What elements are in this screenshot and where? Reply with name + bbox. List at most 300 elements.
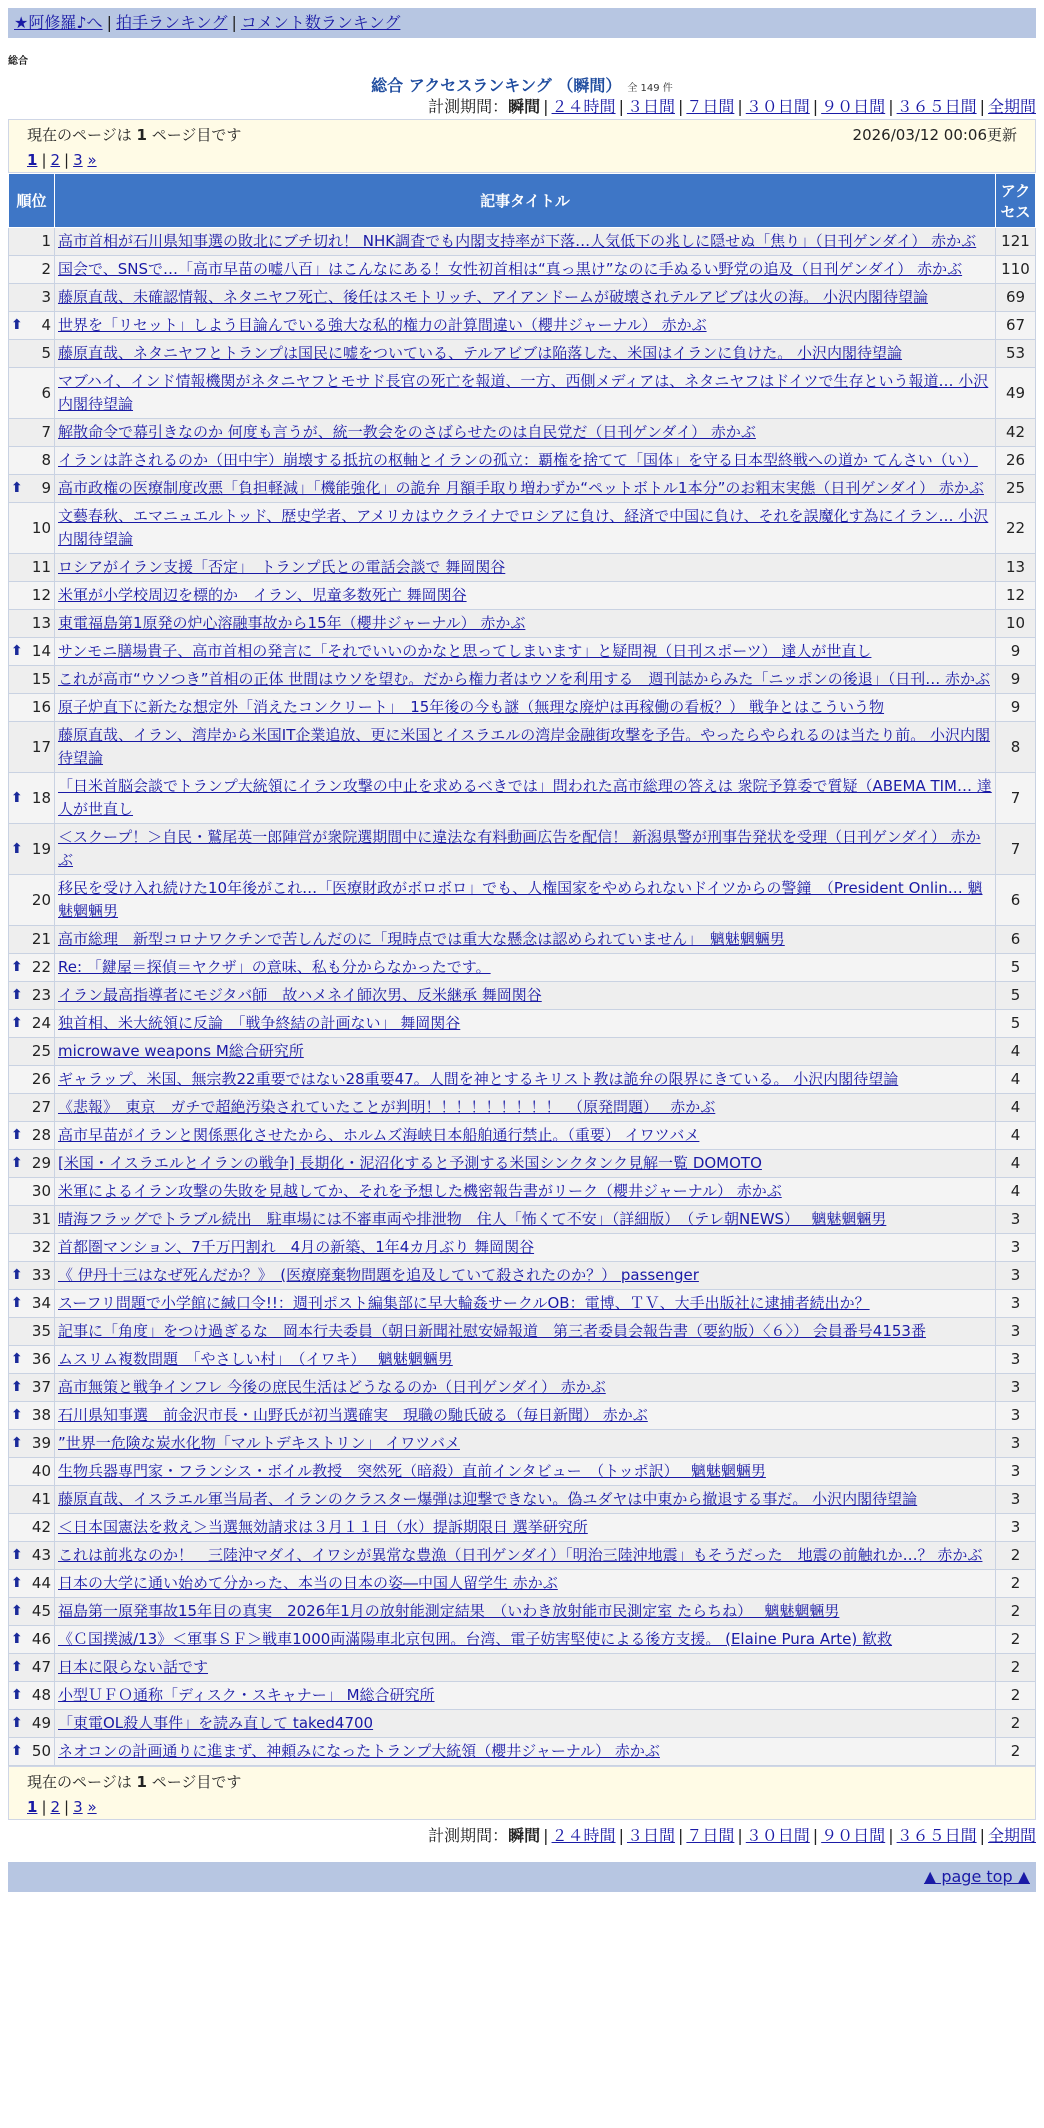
period-option[interactable]: ７日間 xyxy=(686,1826,735,1845)
article-title-link[interactable]: 世界を「リセット」しよう目論んでいる強大な私的権力の計算間違い（櫻井ジャーナル） 赤かぶ xyxy=(58,316,707,334)
rank-cell xyxy=(9,368,55,419)
period-option[interactable]: ９０日間 xyxy=(821,1826,886,1845)
rank-number: 35 xyxy=(31,1322,51,1340)
access-count: 9 xyxy=(996,666,1036,694)
article-title-link[interactable]: 藤原直哉、ネタニヤフとトランプは国民に嘘をついている、テルアビブは陥落した、米国はイランに負けた。 小沢内閣待望論 xyxy=(58,344,903,362)
title-cell xyxy=(55,1626,996,1654)
period-option[interactable]: ７日間 xyxy=(686,97,735,116)
access-count: 2 xyxy=(996,1682,1036,1710)
table-row xyxy=(9,1430,1036,1458)
access-count: 53 xyxy=(996,340,1036,368)
period-option[interactable]: ２４時間 xyxy=(551,97,616,116)
rank-cell xyxy=(9,1710,55,1738)
table-row xyxy=(9,1150,1036,1178)
article-title-link[interactable]: 小型ＵＦＯ通称「ディスク・スキャナー」 M総合研究所 xyxy=(58,1686,435,1704)
article-title-link[interactable]: 晴海フラッグでトラブル続出 駐車場には不審車両や排泄物 住人「怖くて不安」（詳細版） （テレ朝NEWS） 魑魅魍魎男 xyxy=(58,1210,887,1228)
period-selector-top: 計測期間：瞬間 | ２４時間 | ３日間 | ７日間 | ３０日間 | ９０日間 | ３６５日間 | 全期間 xyxy=(428,97,1036,116)
pager-current-page[interactable]: 1 xyxy=(27,1798,38,1816)
rank-up-arrow-icon: ⬆ xyxy=(11,1015,23,1031)
table-row xyxy=(9,1374,1036,1402)
rank-number: 50 xyxy=(31,1742,51,1760)
comment-ranking-link[interactable]: コメント数ランキング xyxy=(240,13,401,32)
article-title-link[interactable]: 藤原直哉、未確認情報、ネタニヤフ死亡、後任はスモトリッチ、アイアンドームが破壊されテルアビブは火の海。 小沢内閣待望論 xyxy=(58,288,928,306)
access-count: 42 xyxy=(996,419,1036,447)
page-info-top xyxy=(8,119,1036,173)
access-count: 3 xyxy=(996,1402,1036,1430)
period-option[interactable]: 全期間 xyxy=(987,1826,1036,1845)
table-row xyxy=(9,1290,1036,1318)
access-count: 3 xyxy=(996,1206,1036,1234)
access-count: 13 xyxy=(996,554,1036,582)
period-selector-bottom: 計測期間：瞬間 | ２４時間 | ３日間 | ７日間 | ３０日間 | ９０日間 | ３６５日間 | 全期間 xyxy=(428,1826,1036,1845)
article-title-link[interactable]: これは前兆なのか！ 三陸沖マダイ、イワシが異常な豊漁（日刊ゲンダイ）「明治三陸沖地震」もそうだった 地震の前触れか…？ 赤かぶ xyxy=(58,1546,983,1564)
rank-number: 11 xyxy=(31,558,51,576)
rank-number: 26 xyxy=(31,1070,51,1088)
title-cell xyxy=(55,1542,996,1570)
access-count: 3 xyxy=(996,1290,1036,1318)
rank-cell xyxy=(9,1458,55,1486)
title-cell xyxy=(55,824,996,875)
column-header-rank: 順位 xyxy=(9,174,55,228)
rank-number: 27 xyxy=(31,1098,51,1116)
period-option[interactable]: ３０日間 xyxy=(745,1826,810,1845)
rank-up-arrow-icon: ⬆ xyxy=(11,480,23,496)
table-row xyxy=(9,1486,1036,1514)
article-title-link[interactable]: ネオコンの計画通りに進まず、神頼みになったトランプ大統領（櫻井ジャーナル） 赤かぶ xyxy=(58,1742,660,1760)
title-cell xyxy=(55,1486,996,1514)
rank-up-arrow-icon: ⬆ xyxy=(11,1379,23,1395)
article-title-link[interactable]: ＜スクープ！＞自民・鷲尾英一郎陣営が衆院選期間中に違法な有料動画広告を配信！ 新潟県警が刑事告発状を受理（日刊ゲンダイ） 赤かぶ xyxy=(58,828,981,869)
title-cell xyxy=(55,368,996,419)
title-cell xyxy=(55,694,996,722)
article-title-link[interactable]: イランは許されるのか（田中宇）崩壊する抵抗の枢軸とイランの孤立：覇権を捨てて「国体」を守る日本型終戦への道か てんさい（い） xyxy=(58,451,978,469)
access-count: 2 xyxy=(996,1710,1036,1738)
period-option[interactable]: 全期間 xyxy=(987,97,1036,116)
article-title-link[interactable]: 文藝春秋、エマニュエルトッド、歴史学者、アメリカはウクライナでロシアに負け、経済で中国に負け、それを誤魔化す為にイラン… 小沢内閣待望論 xyxy=(58,507,989,548)
access-count: 6 xyxy=(996,875,1036,926)
access-count: 2 xyxy=(996,1542,1036,1570)
rank-cell xyxy=(9,1094,55,1122)
rank-up-arrow-icon: ⬆ xyxy=(11,1603,23,1619)
period-option[interactable]: ９０日間 xyxy=(821,97,886,116)
title-cell xyxy=(55,1458,996,1486)
table-row xyxy=(9,1094,1036,1122)
access-count: 67 xyxy=(996,312,1036,340)
rank-cell xyxy=(9,1486,55,1514)
access-count: 26 xyxy=(996,447,1036,475)
table-row xyxy=(9,228,1036,256)
rank-cell xyxy=(9,875,55,926)
title-cell xyxy=(55,1430,996,1458)
pager-next-link[interactable]: » xyxy=(87,1798,97,1816)
title-cell xyxy=(55,503,996,554)
period-label: 計測期間： xyxy=(428,97,509,116)
article-title-link[interactable]: Re: 「鍵屋＝探偵＝ヤクザ」の意味、私も分からなかったです。 xyxy=(58,958,491,976)
article-title-link[interactable]: ＜日本国憲法を救え＞当選無効請求は３月１１日（水）提訴期限日 選挙研究所 xyxy=(58,1518,588,1536)
rank-number: 28 xyxy=(31,1126,51,1144)
rank-cell xyxy=(9,1514,55,1542)
clap-ranking-link[interactable]: 拍手ランキング xyxy=(115,13,228,32)
table-row xyxy=(9,926,1036,954)
access-count: 9 xyxy=(996,638,1036,666)
access-count: 69 xyxy=(996,284,1036,312)
table-row xyxy=(9,773,1036,824)
table-row xyxy=(9,610,1036,638)
rank-cell xyxy=(9,1654,55,1682)
total-count: 全 149 件 xyxy=(627,83,673,94)
table-row xyxy=(9,340,1036,368)
period-option[interactable]: ３０日間 xyxy=(745,97,810,116)
rank-cell xyxy=(9,582,55,610)
title-cell xyxy=(55,1682,996,1710)
rank-cell xyxy=(9,475,55,503)
title-cell xyxy=(55,875,996,926)
rank-number: 47 xyxy=(31,1658,51,1676)
rank-number: 43 xyxy=(31,1546,51,1564)
rank-number: 14 xyxy=(31,642,51,660)
rank-cell xyxy=(9,1178,55,1206)
article-title-link[interactable]: 移民を受け入れ続けた10年後がこれ…「医療財政がボロボロ」でも、人権国家をやめられないドイツからの警鐘 （President Onlin… 魑魅魍魎男 xyxy=(58,879,983,920)
article-title-link[interactable]: 藤原直哉、イラン、湾岸から米国IT企業追放、更に米国とイスラエルの湾岸金融街攻撃を予告。やったらやられるのは当たり前。 小沢内閣待望論 xyxy=(58,726,991,767)
article-title-link[interactable]: ムスリム複数問題 「やさしい村」 （イワキ） 魑魅魍魎男 xyxy=(58,1350,453,1368)
access-count: 2 xyxy=(996,1626,1036,1654)
article-title-link[interactable]: 高市政権の医療制度改悪「負担軽減」「機能強化」の詭弁 月額手取り増わずか“ペットボトル1本分”のお粗末実態（日刊ゲンダイ） 赤かぶ xyxy=(58,479,984,497)
rank-up-arrow-icon: ⬆ xyxy=(11,1127,23,1143)
rank-up-arrow-icon: ⬆ xyxy=(11,1155,23,1171)
rank-up-arrow-icon: ⬆ xyxy=(11,959,23,975)
period-option[interactable]: ３日間 xyxy=(626,97,675,116)
title-cell xyxy=(55,773,996,824)
title-cell xyxy=(55,1010,996,1038)
access-count: 49 xyxy=(996,368,1036,419)
period-option[interactable]: ３日間 xyxy=(626,1826,675,1845)
title-cell xyxy=(55,447,996,475)
rank-up-arrow-icon: ⬆ xyxy=(11,317,23,333)
article-title-link[interactable]: 記事に「角度」をつけ過ぎるな 岡本行夫委員（朝日新聞社慰安婦報道 第三者委員会報告書（要約版）〈６〉） 会員番号4153番 xyxy=(58,1322,926,1340)
access-count: 5 xyxy=(996,982,1036,1010)
rank-cell xyxy=(9,503,55,554)
access-count: 3 xyxy=(996,1458,1036,1486)
table-row xyxy=(9,1626,1036,1654)
title-cell xyxy=(55,722,996,773)
rank-cell xyxy=(9,1122,55,1150)
title-cell xyxy=(55,1318,996,1346)
access-count: 12 xyxy=(996,582,1036,610)
article-title-link[interactable]: スーフリ問題で小学館に緘口令!!：週刊ポスト編集部に早大輪姦サークルOB：電博、ＴＶ、大手出版社に逮捕者続出か？ xyxy=(58,1294,870,1312)
article-title-link[interactable]: 福島第一原発事故15年目の真実 2026年1月の放射能測定結果 （いわき放射能市民測定室 たらちね） 魑魅魍魎男 xyxy=(58,1602,840,1620)
article-title-link[interactable]: 《悲報》 東京 ガチで超絶汚染されていたことが判明！！！！！！！！！ （原発問題） 赤かぶ xyxy=(58,1098,716,1116)
period-option: 瞬間 xyxy=(508,1826,541,1845)
rank-cell xyxy=(9,926,55,954)
rank-cell xyxy=(9,447,55,475)
rank-number: 40 xyxy=(31,1462,51,1480)
table-row xyxy=(9,1458,1036,1486)
title-cell xyxy=(55,1038,996,1066)
access-count: 3 xyxy=(996,1346,1036,1374)
rank-up-arrow-icon: ⬆ xyxy=(11,789,23,806)
column-header-access: アクセス xyxy=(996,174,1036,228)
article-title-link[interactable]: microwave weapons M総合研究所 xyxy=(58,1042,304,1060)
rank-cell xyxy=(9,1206,55,1234)
table-row xyxy=(9,875,1036,926)
rank-cell xyxy=(9,340,55,368)
rank-cell xyxy=(9,228,55,256)
article-title-link[interactable]: 独首相、米大統領に反論 「戦争終結の計画ない」 舞岡関谷 xyxy=(58,1014,461,1032)
article-title-link[interactable]: 原子炉直下に新たな想定外「消えたコンクリート」 15年後の今も謎（無理な廃炉は再稼働の看板？） 戦争とはこういう物 xyxy=(58,698,885,716)
rank-number: 9 xyxy=(41,479,51,497)
table-row xyxy=(9,666,1036,694)
article-title-link[interactable]: 《Ｃ国撲滅/13》＜軍事ＳＦ＞戦車1000両滿陽車北京包囲。台湾、電子妨害堅使による後方支援。 (Elaine Pura Arte) 歓救 xyxy=(58,1630,893,1648)
title-cell xyxy=(55,1738,996,1766)
article-title-link[interactable]: サンモニ膳場貴子、高市首相の発言に「それでいいのかなと思ってしまいます」と疑問視（日刊スポーツ） 達人が世直し xyxy=(58,642,872,660)
rank-cell xyxy=(9,982,55,1010)
rank-number: 34 xyxy=(31,1294,51,1312)
rank-number: 20 xyxy=(31,890,51,909)
table-row xyxy=(9,1514,1036,1542)
title-cell xyxy=(55,554,996,582)
access-count: 3 xyxy=(996,1430,1036,1458)
table-row xyxy=(9,1178,1036,1206)
rank-up-arrow-icon: ⬆ xyxy=(11,1435,23,1451)
rank-up-arrow-icon: ⬆ xyxy=(11,1743,23,1759)
rank-number: 5 xyxy=(41,344,51,362)
pager-page-link[interactable]: 3 xyxy=(73,151,83,169)
article-title-link[interactable]: 高市早苗がイランと関係悪化させたから、ホルムズ海峡日本船舶通行禁止。（重要） イワツバメ xyxy=(58,1126,700,1144)
title-cell xyxy=(55,1598,996,1626)
access-count: 5 xyxy=(996,954,1036,982)
rank-number: 29 xyxy=(31,1154,51,1172)
article-title-link[interactable]: 解散命令で幕引きなのか 何度も言うが、統一教会をのさばらせたのは自民党だ（日刊ゲンダイ） 赤かぶ xyxy=(58,423,756,441)
rank-up-arrow-icon: ⬆ xyxy=(11,840,23,857)
article-title-link[interactable]: 高市総理 新型コロナワクチンで苦しんだのに「現時点では重大な懸念は認められていません」 魑魅魍魎男 xyxy=(58,930,785,948)
article-title-link[interactable]: 《 伊丹十三はなぜ死んだか？》 (医療廃棄物問題を追及していて殺されたのか？） passenger xyxy=(58,1266,699,1284)
pager-bottom: 1 | 2 | 3 » xyxy=(27,1798,97,1816)
table-row xyxy=(9,1122,1036,1150)
rank-cell xyxy=(9,256,55,284)
title-cell xyxy=(55,228,996,256)
rank-number: 7 xyxy=(41,423,51,441)
rank-cell xyxy=(9,1374,55,1402)
table-row xyxy=(9,1402,1036,1430)
access-count: 2 xyxy=(996,1570,1036,1598)
table-row xyxy=(9,1346,1036,1374)
article-title-link[interactable]: [米国・イスラエルとイランの戦争] 長期化・泥沼化すると予測する米国シンクタンク見解一覧 DOMOTO xyxy=(58,1154,762,1172)
pager-page-link[interactable]: 2 xyxy=(50,1798,61,1816)
pager-current-page[interactable]: 1 xyxy=(27,151,38,169)
rank-up-arrow-icon: ⬆ xyxy=(11,1295,23,1311)
table-row xyxy=(9,554,1036,582)
article-title-link[interactable]: 高市無策と戦争インフレ 今後の庶民生活はどうなるのか（日刊ゲンダイ） 赤かぶ xyxy=(58,1378,606,1396)
rank-up-arrow-icon: ⬆ xyxy=(11,1407,23,1423)
rank-number: 19 xyxy=(31,839,51,858)
rank-cell xyxy=(9,666,55,694)
rank-number: 30 xyxy=(31,1182,51,1200)
pager-page-link[interactable]: 3 xyxy=(73,1798,83,1816)
title-cell xyxy=(55,1178,996,1206)
page-title xyxy=(8,73,1036,95)
title-cell xyxy=(55,638,996,666)
table-row xyxy=(9,368,1036,419)
title-cell xyxy=(55,1234,996,1262)
article-title-link[interactable]: 高市首相が石川県知事選の敗北にブチ切れ！ NHK調査でも内閣支持率が下落…人気低下の兆しに隠せぬ「焦り」（日刊ゲンダイ） 赤かぶ xyxy=(58,232,977,250)
table-row xyxy=(9,1738,1036,1766)
title-cell xyxy=(55,1402,996,1430)
rank-number: 46 xyxy=(31,1630,51,1648)
table-row xyxy=(9,1066,1036,1094)
table-row xyxy=(9,284,1036,312)
article-title-link[interactable]: 石川県知事選 前金沢市長・山野氏が初当選確実 現職の馳氏破る（毎日新聞） 赤かぶ xyxy=(58,1406,648,1424)
access-count: 6 xyxy=(996,926,1036,954)
title-cell xyxy=(55,982,996,1010)
article-title-link[interactable]: これが高市“ウソつき”首相の正体 世間はウソを望む。だから権力者はウソを利用する 週刊誌からみた「ニッポンの後退」（日刊… 赤かぶ xyxy=(58,670,990,688)
article-title-link[interactable]: 米軍が小学校周辺を標的か イラン、児童多数死亡 舞岡関谷 xyxy=(58,586,467,604)
page-top-link[interactable]: ▲ page top ▲ xyxy=(923,1867,1030,1886)
access-count: 5 xyxy=(996,1010,1036,1038)
rank-cell xyxy=(9,694,55,722)
rank-number: 36 xyxy=(31,1350,51,1368)
table-row xyxy=(9,954,1036,982)
title-cell xyxy=(55,1290,996,1318)
rank-number: 3 xyxy=(41,288,51,306)
home-link[interactable]: ★阿修羅♪へ xyxy=(14,13,103,32)
rank-cell xyxy=(9,1290,55,1318)
rank-cell xyxy=(9,1234,55,1262)
rank-number: 25 xyxy=(31,1042,51,1060)
rank-cell xyxy=(9,1346,55,1374)
rank-cell xyxy=(9,312,55,340)
rank-number: 17 xyxy=(31,737,51,756)
page-info-bottom xyxy=(8,1766,1036,1820)
period-option: 瞬間 xyxy=(508,97,541,116)
rank-up-arrow-icon: ⬆ xyxy=(11,1351,23,1367)
rank-cell xyxy=(9,1010,55,1038)
article-title-link[interactable]: 「東電OL殺人事件」を読み直して taked4700 xyxy=(58,1714,374,1732)
table-row xyxy=(9,824,1036,875)
title-cell xyxy=(55,1570,996,1598)
rank-number: 18 xyxy=(31,788,51,807)
table-row xyxy=(9,694,1036,722)
table-row xyxy=(9,1598,1036,1626)
table-row xyxy=(9,722,1036,773)
rank-number: 39 xyxy=(31,1434,51,1452)
table-row xyxy=(9,1206,1036,1234)
rank-cell xyxy=(9,1038,55,1066)
rank-cell xyxy=(9,1402,55,1430)
rank-number: 8 xyxy=(41,451,51,469)
rank-number: 32 xyxy=(31,1238,51,1256)
article-title-link[interactable]: 米軍によるイラン攻撃の失敗を見越してか、それを予想した機密報告書がリーク（櫻井ジャーナル） 赤かぶ xyxy=(58,1182,782,1200)
table-row xyxy=(9,1710,1036,1738)
pager-next-link[interactable]: » xyxy=(87,151,97,169)
access-count: 2 xyxy=(996,1654,1036,1682)
table-row xyxy=(9,1542,1036,1570)
period-option[interactable]: ２４時間 xyxy=(551,1826,616,1845)
rank-cell xyxy=(9,1682,55,1710)
access-count: 7 xyxy=(996,773,1036,824)
article-title-link[interactable]: 日本の大学に通い始めて分かった、本当の日本の姿―中国人留学生 赤かぶ xyxy=(58,1574,558,1592)
pager-top: 1 | 2 | 3 » xyxy=(27,151,97,169)
rank-cell xyxy=(9,284,55,312)
access-count: 4 xyxy=(996,1066,1036,1094)
article-title-link[interactable]: 日本に限らない話です xyxy=(58,1658,209,1676)
table-row xyxy=(9,256,1036,284)
rank-cell xyxy=(9,1570,55,1598)
period-option[interactable]: ３６５日間 xyxy=(896,1826,977,1845)
pager-page-link[interactable]: 2 xyxy=(50,151,61,169)
access-count: 2 xyxy=(996,1738,1036,1766)
title-cell xyxy=(55,284,996,312)
rank-number: 24 xyxy=(31,1014,51,1032)
rank-number: 44 xyxy=(31,1574,51,1592)
table-row xyxy=(9,582,1036,610)
article-title-link[interactable]: 東電福島第1原発の炉心溶融事故から15年（櫻井ジャーナル） 赤かぶ xyxy=(58,614,526,632)
updated-timestamp: 2026/03/12 00:06更新 xyxy=(852,126,1017,144)
title-cell xyxy=(55,1150,996,1178)
rank-number: 48 xyxy=(31,1686,51,1704)
article-title-link[interactable]: マブハイ、インド情報機関がネタニヤフとモサド長官の死亡を報道、一方、西側メディアは、ネタニヤフはドイツで生存という報道… 小沢内閣待望論 xyxy=(58,372,989,413)
table-row xyxy=(9,1038,1036,1066)
rank-cell xyxy=(9,1542,55,1570)
rank-number: 22 xyxy=(31,958,51,976)
rank-number: 6 xyxy=(41,383,51,402)
rank-up-arrow-icon: ⬆ xyxy=(11,1687,23,1703)
rank-number: 33 xyxy=(31,1266,51,1284)
rank-up-arrow-icon: ⬆ xyxy=(11,1547,23,1563)
rank-cell xyxy=(9,419,55,447)
rank-number: 15 xyxy=(31,670,51,688)
page-title-text: 総合 アクセスランキング （瞬間） xyxy=(371,76,622,95)
title-cell xyxy=(55,340,996,368)
current-page-info-bottom: 現在のページは 1 ページ目です xyxy=(27,1773,242,1791)
access-count: 2 xyxy=(996,1598,1036,1626)
title-cell xyxy=(55,926,996,954)
article-title-link[interactable]: イラン最高指導者にモジタバ師 故ハメネイ師次男、反米継承 舞岡関谷 xyxy=(58,986,542,1004)
article-title-link[interactable]: 「日米首脳会談でトランプ大統領にイラン攻撃の中止を求めるべきでは」問われた高市総理の答えは 衆院予算委で質疑（ABEMA TIM… 達人が世直し xyxy=(58,777,992,818)
access-count: 4 xyxy=(996,1038,1036,1066)
article-title-link[interactable]: ギャラップ、米国、無宗教22重要ではない28重要47。人間を神とするキリスト教は詭弁の限界にきている。 小沢内閣待望論 xyxy=(58,1070,899,1088)
rank-cell xyxy=(9,554,55,582)
table-row xyxy=(9,1682,1036,1710)
title-cell xyxy=(55,1206,996,1234)
access-count: 9 xyxy=(996,694,1036,722)
article-title-link[interactable]: ロシアがイラン支援「否定」 トランプ氏との電話会談で 舞岡関谷 xyxy=(58,558,506,576)
table-row xyxy=(9,475,1036,503)
title-cell xyxy=(55,1262,996,1290)
table-row xyxy=(9,1570,1036,1598)
rank-cell xyxy=(9,1262,55,1290)
article-title-link[interactable]: 首都圏マンション、7千万円割れ 4月の新築、1年4カ月ぶり 舞岡関谷 xyxy=(58,1238,535,1256)
rank-number: 10 xyxy=(31,518,51,537)
article-title-link[interactable]: 藤原直哉、イスラエル軍当局者、イランのクラスター爆弾は迎撃できない。偽ユダヤは中東から撤退する事だ。 小沢内閣待望論 xyxy=(58,1490,918,1508)
rank-number: 4 xyxy=(41,316,51,334)
rank-number: 31 xyxy=(31,1210,51,1228)
rank-up-arrow-icon: ⬆ xyxy=(11,1659,23,1675)
article-title-link[interactable]: ”世界一危険な炭水化物「マルトデキストリン」 イワツバメ xyxy=(58,1434,460,1452)
table-row xyxy=(9,312,1036,340)
title-cell xyxy=(55,954,996,982)
title-cell xyxy=(55,582,996,610)
rank-number: 13 xyxy=(31,614,51,632)
period-option[interactable]: ３６５日間 xyxy=(896,97,977,116)
access-count: 22 xyxy=(996,503,1036,554)
article-title-link[interactable]: 国会で、SNSで…「高市早苗の嘘八百」はこんなにある！女性初首相は“真っ黒け”なのに手ぬるい野党の追及（日刊ゲンダイ） 赤かぶ xyxy=(58,260,963,278)
access-count: 3 xyxy=(996,1234,1036,1262)
access-count: 8 xyxy=(996,722,1036,773)
table-row xyxy=(9,1654,1036,1682)
title-cell xyxy=(55,475,996,503)
article-title-link[interactable]: 生物兵器専門家・フランシス・ボイル教授 突然死（暗殺）直前インタビュー （トッポ訳） 魑魅魍魎男 xyxy=(58,1462,766,1480)
table-row xyxy=(9,638,1036,666)
